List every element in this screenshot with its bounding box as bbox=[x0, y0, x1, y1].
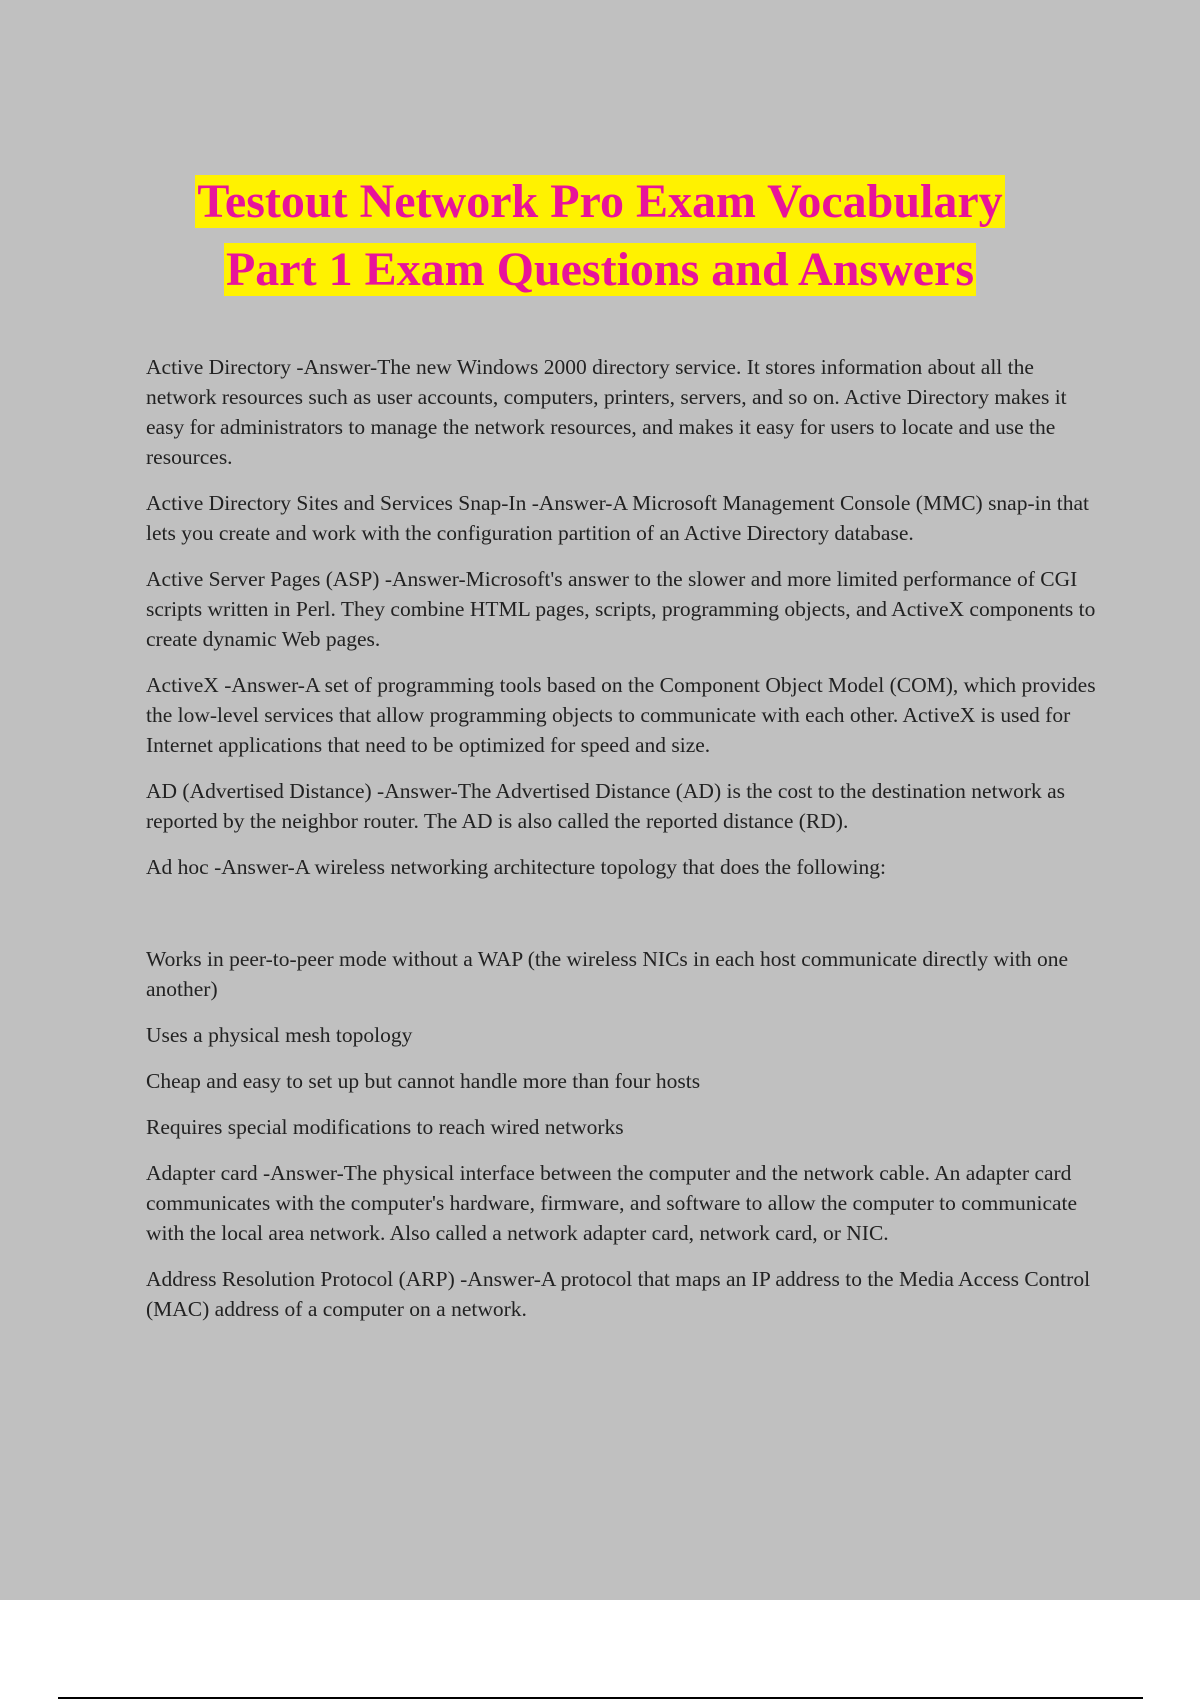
entry-ad-hoc: Ad hoc -Answer-A wireless networking architecture topology that does the following: bbox=[146, 855, 886, 879]
entry-active-directory: Active Directory -Answer-The new Windows 2000 directory service. It stores information about all the network resources such as user accounts, computers, printers, servers, and so on. Active Directory makes it easy for administrators to manage the network resources, and makes it easy for users to locate and use the resources. bbox=[146, 355, 1067, 469]
title-line-2: Part 1 Exam Questions and Answers bbox=[225, 243, 975, 296]
entry-address-resolution-protocol: Address Resolution Protocol (ARP) -Answer-A protocol that maps an IP address to the Media Access Control (MAC) address of a computer on a network. bbox=[146, 1267, 1091, 1321]
document-title bbox=[0, 168, 1200, 304]
ad-hoc-point-cheap-easy: Cheap and easy to set up but cannot handle more than four hosts bbox=[146, 1069, 701, 1093]
ad-hoc-point-mesh-topology: Uses a physical mesh topology bbox=[146, 1023, 413, 1047]
entry-advertised-distance: AD (Advertised Distance) -Answer-The Advertised Distance (AD) is the cost to the destination network as reported by the neighbor router. The AD is also called the reported distance (RD). bbox=[146, 779, 1066, 833]
entry-active-directory-sites-services: Active Directory Sites and Services Snap-In -Answer-A Microsoft Management Console (MMC) snap-in that lets you create and work with the configuration partition of an Active Directory database. bbox=[146, 491, 1089, 545]
ad-hoc-point-wired-networks: Requires special modifications to reach wired networks bbox=[146, 1115, 624, 1139]
entry-activex: ActiveX -Answer-A set of programming tools based on the Component Object Model (COM), which provides the low-level services that allow programming objects to communicate with each other. ActiveX is used for Internet applications that need to be optimized for speed and size. bbox=[146, 673, 1096, 757]
footer-divider bbox=[58, 1697, 1143, 1699]
entry-adapter-card: Adapter card -Answer-The physical interface between the computer and the network cable. An adapter card communicates with the computer's hardware, firmware, and software to allow the computer to communicate with the local area network. Also called a network adapter card, network card, or NIC. bbox=[146, 1161, 1078, 1245]
document-body bbox=[146, 352, 1096, 1340]
title-line-1: Testout Network Pro Exam Vocabulary bbox=[197, 175, 1003, 228]
ad-hoc-point-peer-to-peer: Works in peer-to-peer mode without a WAP (the wireless NICs in each host communicate directly with one another) bbox=[146, 947, 1069, 1001]
entry-active-server-pages: Active Server Pages (ASP) -Answer-Microsoft's answer to the slower and more limited performance of CGI scripts written in Perl. They combine HTML pages, scripts, programming objects, and ActiveX components to create dynamic Web pages. bbox=[146, 567, 1096, 651]
paragraph-gap bbox=[146, 898, 1096, 944]
